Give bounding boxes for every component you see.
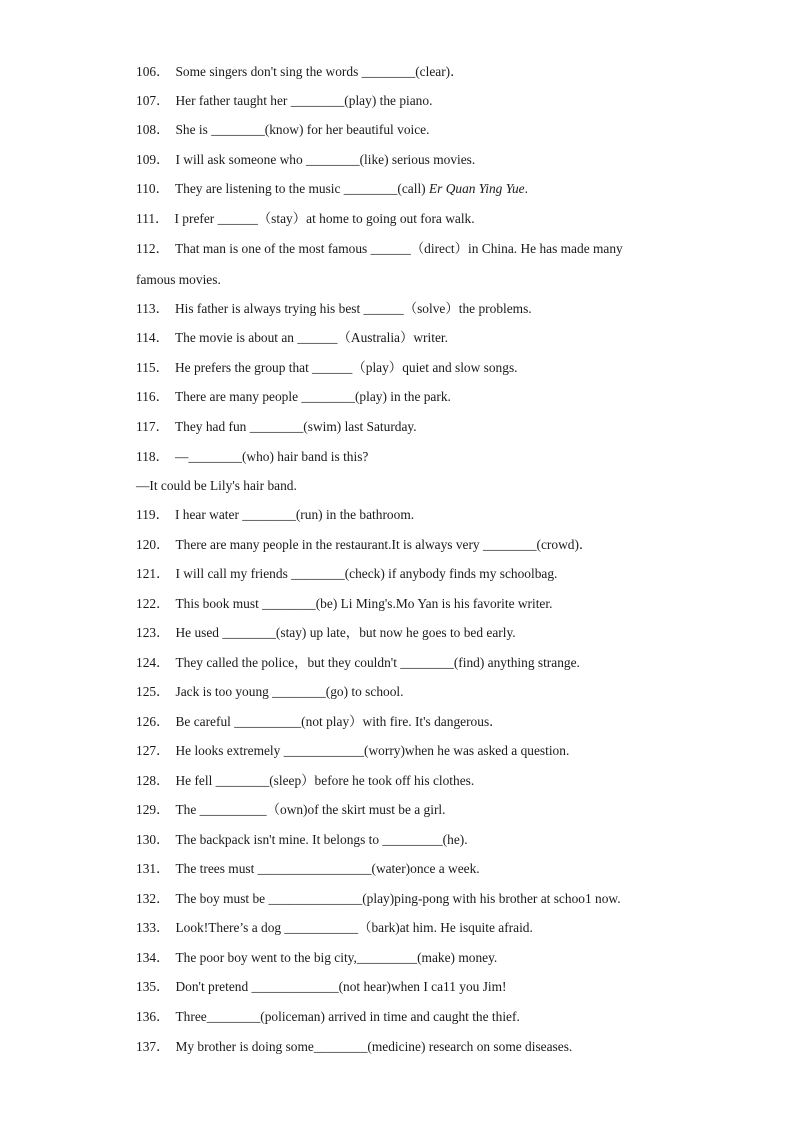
- question-122: 122． This book must ________(be) Li Ming's.Mo Yan is his favorite writer.: [136, 596, 553, 611]
- question-111: 111． I prefer ______（stay）at home to going out fora walk.: [136, 211, 475, 226]
- question-130: 130． The backpack isn't mine. It belongs to _________(he).: [136, 832, 468, 847]
- question-120: 120． There are many people in the restaurant.It is always very ________(crowd)．: [136, 537, 593, 552]
- question-128: 128． He fell ________(sleep）before he took off his clothes.: [136, 773, 475, 788]
- question-119: 119． I hear water ________(run) in the bathroom.: [136, 507, 415, 522]
- question-114: 114． The movie is about an ______（Australia）writer.: [136, 330, 448, 345]
- question-108: 108． She is ________(know) for her beautiful voice.: [136, 122, 430, 137]
- question-113: 113． His father is always trying his best ______（solve）the problems.: [136, 301, 532, 316]
- question-127: 127． He looks extremely ____________(worry)when he was asked a question.: [136, 743, 570, 758]
- question-116: 116． There are many people ________(play) in the park.: [136, 389, 451, 404]
- song-title: Er Quan Ying Yue: [428, 181, 525, 196]
- question-107: 107． Her father taught her ________(play) the piano.: [136, 93, 433, 108]
- question-129: 129． The __________（own)of the skirt must be a girl.: [136, 802, 446, 817]
- question-121: 121． I will call my friends ________(check) if anybody finds my schoolbag.: [136, 566, 558, 581]
- question-124: 124． They called the police，but they couldn't ________(find) anything strange.: [136, 655, 580, 670]
- question-118-answer-line: —It could be Lily's hair band.: [136, 478, 297, 493]
- question-126: 126． Be careful __________(not play）with fire. It's dangerous．: [136, 714, 503, 729]
- question-117: 117． They had fun ________(swim) last Saturday.: [136, 419, 417, 434]
- question-112: 112． That man is one of the most famous ______（direct）in China. He has made many: [136, 241, 623, 256]
- question-134: 134． The poor boy went to the big city,_________(make) money.: [136, 950, 498, 965]
- question-123: 123． He used ________(stay) up late，but now he goes to bed early.: [136, 625, 516, 640]
- question-112-continued: famous movies.: [136, 272, 221, 287]
- question-137: 137． My brother is doing some________(medicine) research on some diseases.: [136, 1039, 573, 1054]
- question-109: 109． I will ask someone who ________(like) serious movies.: [136, 152, 476, 167]
- question-131: 131． The trees must _________________(water)once a week.: [136, 861, 480, 876]
- question-106: 106． Some singers don't sing the words ________(clear)．: [136, 64, 464, 79]
- question-132: 132． The boy must be ______________(play)ping-pong with his brother at schoo1 now.: [136, 891, 621, 906]
- question-133: 133． Look!There’s a dog ___________（bark)at him. He isquite afraid.: [136, 920, 533, 935]
- question-125: 125． Jack is too young ________(go) to school.: [136, 684, 404, 699]
- question-136: 136． Three________(policeman) arrived in time and caught the thief.: [136, 1009, 520, 1024]
- question-110: 110． They are listening to the music ________(call) Er Quan Ying Yue.: [136, 181, 528, 196]
- question-118: 118． —________(who) hair band is this?: [136, 449, 369, 464]
- question-115: 115． He prefers the group that ______（play）quiet and slow songs.: [136, 360, 518, 375]
- question-135: 135． Don't pretend _____________(not hear)when I ca11 you Jim!: [136, 979, 507, 994]
